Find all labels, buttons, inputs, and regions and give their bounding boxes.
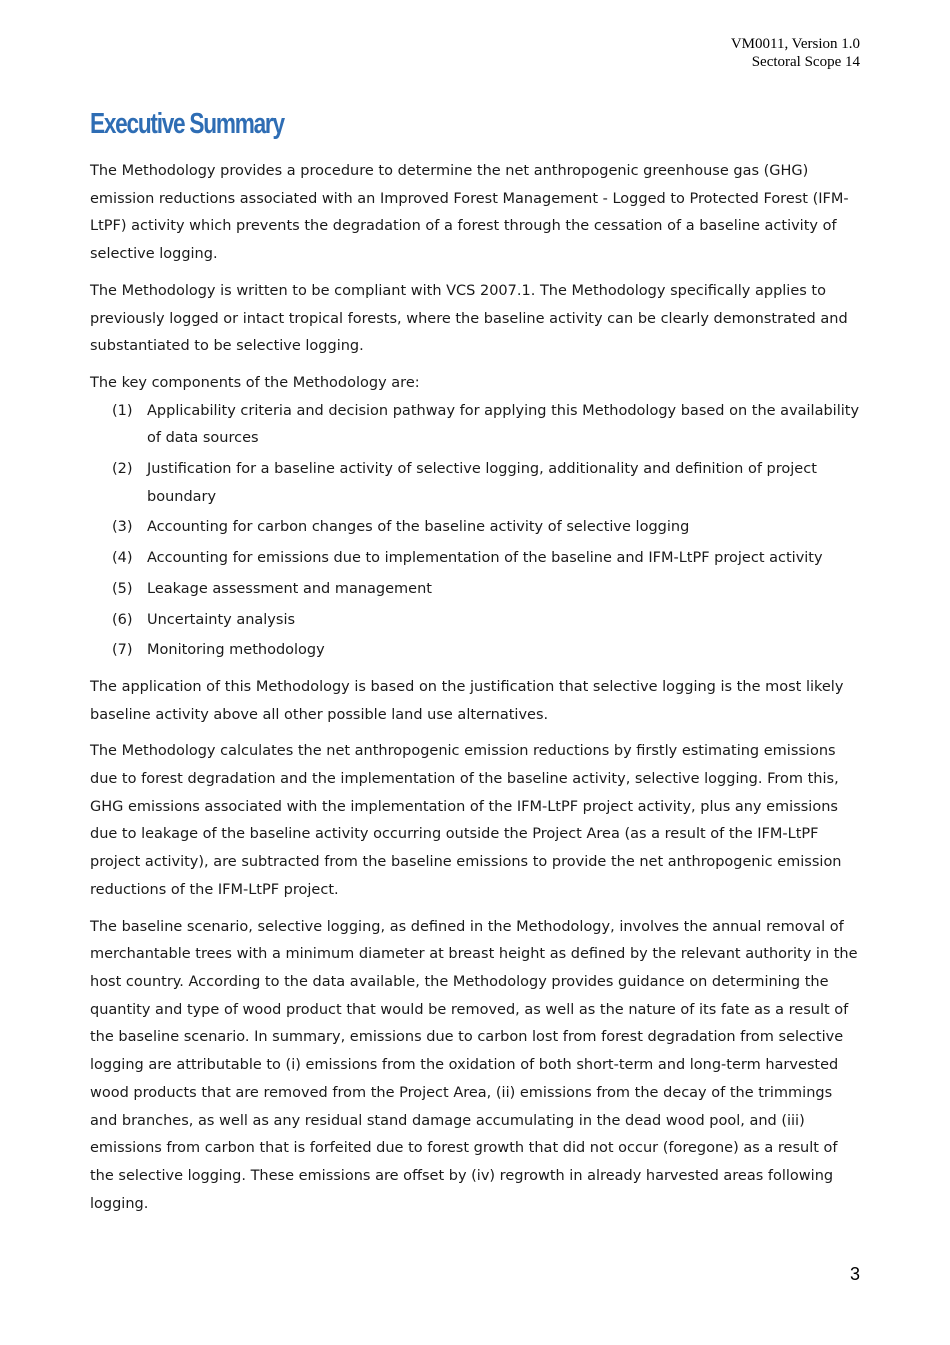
list-number: (6)	[112, 611, 133, 628]
page-header	[731, 35, 860, 71]
doc-id: VM0011, Version 1.0	[730, 36, 860, 52]
list-text: Monitoring methodology	[147, 642, 325, 659]
list-number: (1)	[112, 402, 133, 419]
paragraph: The baseline scenario, selective logging, as defined in the Methodology, involves the annual removal of merchantable trees with a minimum diameter at breast height as defined by the relevant authority in the host country. According to the data available, the Methodology provides guidance on determining the quantity and type of wood product that would be removed, as well as the nature of its fate as a result of the baseline scenario. In summary, emissions due to carbon lost from forest degradation from selective logging are attributable to (i) emissions from the oxidation of both short-term and long-term harvested wood products that are removed from the Project Area, (ii) emissions from the decay of the trimmings and branches, as well as any residual stand damage accumulating in the dead wood pool, and (iii) emissions from carbon that is forfeited due to forest growth that did not occur (foregone) as a result of the selective logging. These emissions are offset by (iv) regrowth in already harvested areas following logging.	[90, 918, 858, 1212]
list-number: (4)	[112, 550, 133, 567]
paragraph: The Methodology provides a procedure to determine the net anthropogenic greenhouse gas (GHG) emission reductions associated with an Improved Forest Management - Logged to Protected Forest (IFM-LtPF) activity which prevents the degradation of a forest through the cessation of a baseline activity of selective logging.	[90, 163, 849, 263]
list-item	[90, 637, 860, 665]
list-item	[90, 398, 860, 453]
paragraph: The key components of the Methodology are:	[90, 374, 420, 391]
page-number: 3	[849, 1264, 860, 1284]
list-item	[90, 607, 860, 635]
list-number: (7)	[112, 642, 133, 659]
components-list	[90, 398, 860, 665]
list-text: Leakage assessment and management	[147, 580, 432, 597]
section-title: Executive Summary	[90, 108, 284, 140]
paragraph: The application of this Methodology is based on the justification that selective logging is the most likely baseline activity above all other possible land use alternatives.	[90, 678, 844, 723]
list-item	[90, 514, 860, 542]
list-text: Accounting for carbon changes of the baseline activity of selective logging	[147, 519, 690, 536]
list-number: (3)	[112, 519, 133, 536]
list-text: Accounting for emissions due to implementation of the baseline and IFM-LtPF project activity	[147, 550, 823, 567]
list-item	[90, 456, 860, 511]
list-item	[90, 576, 860, 604]
paragraph: The Methodology is written to be compliant with VCS 2007.1. The Methodology specifically applies to previously logged or intact tropical forests, where the baseline activity can be clearly demonstrated and substantiated to be selective logging.	[90, 282, 848, 355]
list-text: Applicability criteria and decision pathway for applying this Methodology based on the availability of data sources	[147, 402, 860, 447]
sectoral-scope: Sectoral Scope 14	[751, 54, 860, 70]
paragraph: The Methodology calculates the net anthropogenic emission reductions by firstly estimating emissions due to forest degradation and the implementation of the baseline activity, selective logging. From this, GHG emissions associated with the implementation of the IFM-LtPF project activity, plus any emissions due to leakage of the baseline activity occurring outside the Project Area (as a result of the IFM-LtPF project activity), are subtracted from the baseline emissions to provide the net anthropogenic emission reductions of the IFM-LtPF project.	[90, 743, 842, 898]
list-text: Justification for a baseline activity of selective logging, additionality and definition of project boundary	[147, 461, 817, 505]
list-number: (5)	[112, 580, 133, 597]
list-number: (2)	[112, 461, 133, 478]
list-item	[90, 545, 860, 573]
document-body	[90, 158, 860, 1227]
list-text: Uncertainty analysis	[147, 611, 296, 628]
